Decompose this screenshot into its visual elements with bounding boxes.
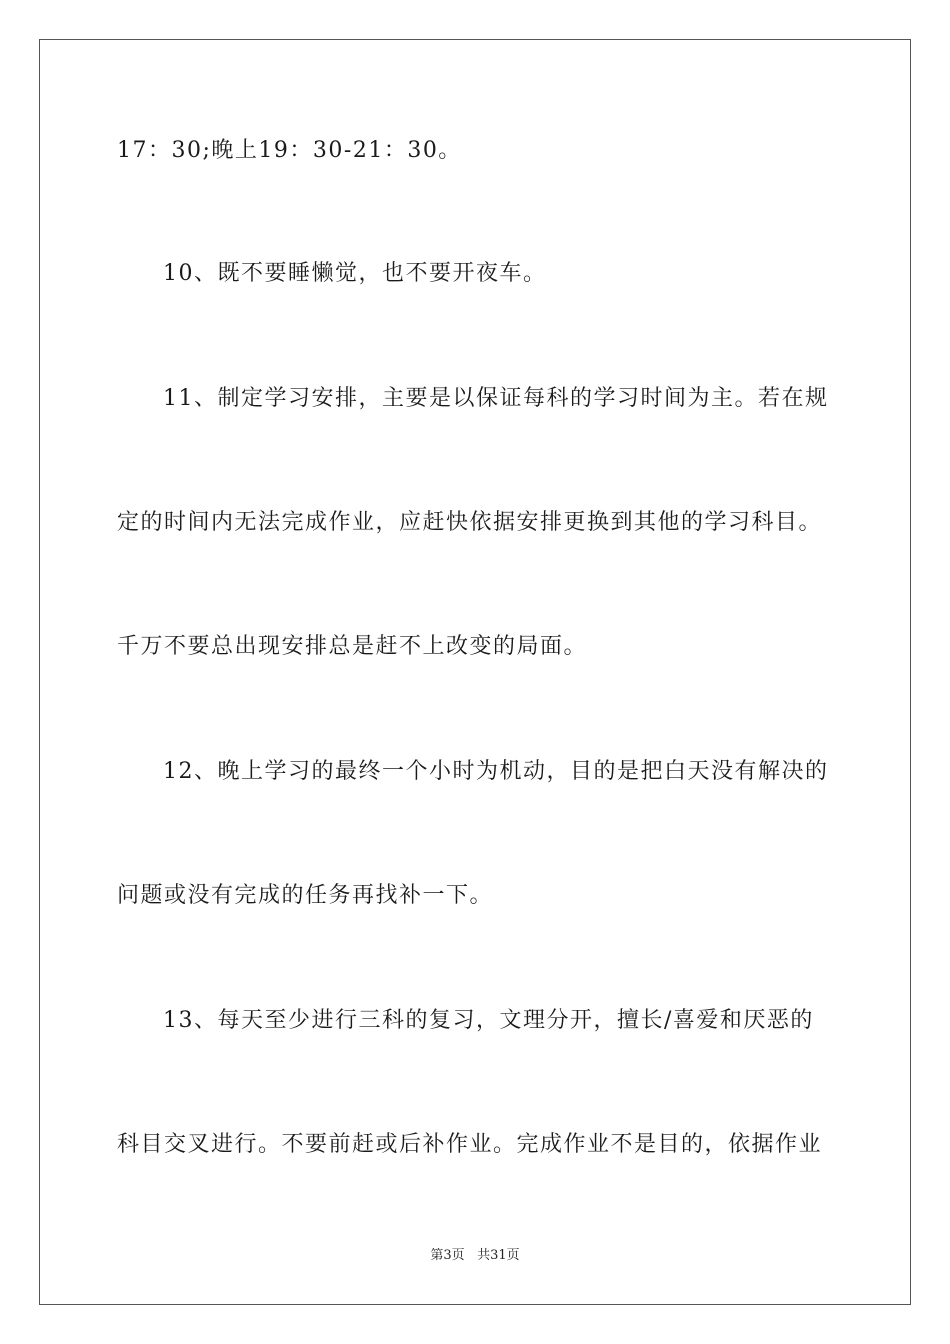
text-line-4: 定的时间内无法完成作业，应赶快依据安排更换到其他的学习科目。: [117, 510, 823, 535]
text-line-8: 13、每天至少进行三科的复习，文理分开，擅长/喜爱和厌恶的: [163, 1008, 814, 1033]
page-total: 共31页: [477, 1248, 520, 1263]
text-line-1: 17：30;晚上19：30-21：30。: [117, 138, 462, 163]
text-line-3: 11、制定学习安排，主要是以保证每科的学习时间为主。若在规: [163, 386, 829, 411]
page-border: [39, 39, 911, 1305]
text-line-9: 科目交叉进行。不要前赶或后补作业。完成作业不是目的，依据作业: [117, 1132, 823, 1157]
page-footer: [0, 1247, 950, 1265]
text-line-5: 千万不要总出现安排总是赶不上改变的局面。: [117, 634, 588, 659]
text-line-2: 10、既不要睡懒觉，也不要开夜车。: [163, 261, 547, 286]
page-number: 第3页: [430, 1248, 465, 1263]
text-line-6: 12、晚上学习的最终一个小时为机动，目的是把白天没有解决的: [163, 759, 829, 784]
text-line-7: 问题或没有完成的任务再找补一下。: [117, 883, 494, 908]
